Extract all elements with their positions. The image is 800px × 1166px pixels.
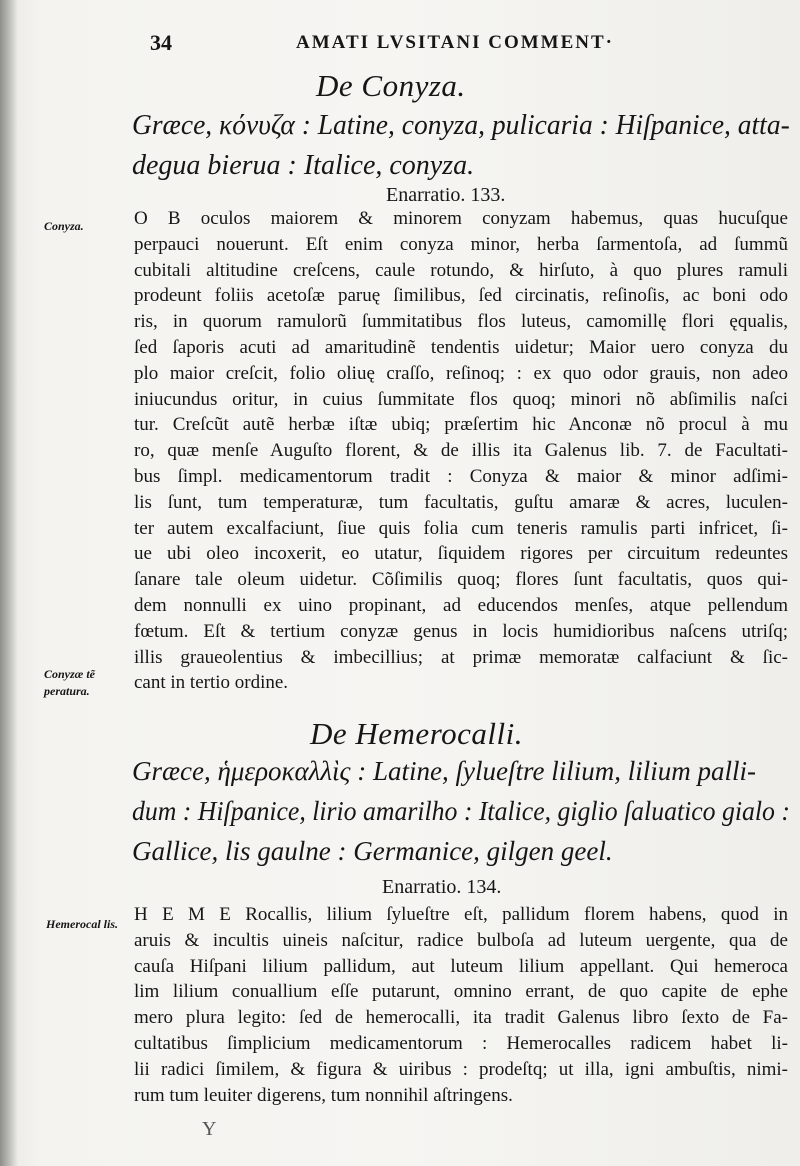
margin-note-temperatura: Conyzæ tẽ peratura.: [44, 667, 95, 698]
gutter-shadow: [0, 0, 18, 1166]
text-line: O B oculos maiorem & minorem conyzam habemus, quas hucuſque: [134, 208, 788, 229]
section-heading-hemerocalli: De Hemerocalli.: [310, 716, 523, 751]
text-line: cauſa Hiſpani lilium pallidum, aut luteum lilium appellant. Qui hemeroca: [134, 955, 788, 977]
text-line: prodeunt foliis acetoſæ paruę ſimilibus, ſed circinatis, reſinoſis, ac boni odo: [134, 285, 788, 307]
running-title: AMATI LVSITANI COMMENT·: [296, 32, 615, 53]
text-line: H E M E Rocallis, lilium ſylueſtre eſt, pallidum florem habens, quod in: [134, 904, 788, 925]
synonyms-line-1: Græce, ἡμεροκαλλὶς : Latine, ſylueſtre lilium, lilium palli-: [132, 756, 756, 786]
page-number: 34: [150, 30, 172, 55]
text-line: cant in tertio ordine.: [134, 672, 289, 694]
text-line: cultatibus ſimplicium medicamentorum : Hemerocalles radicem habet li-: [134, 1032, 788, 1054]
text-line: lis ſunt, tum temperaturæ, tum facultatis, guſtu amaræ & acres, luculen-: [134, 491, 788, 513]
text-line: ro, quæ menſe Auguſto florent, & de illis ita Galenus lib. 7. de Facultati-: [134, 440, 788, 462]
running-head: [0, 30, 800, 58]
enarratio-133: Enarratio. 133.: [386, 184, 506, 206]
text-line: illis graueolentius & imbecillius; at primæ memoratæ calfaciunt & ſic-: [134, 646, 788, 668]
text-line: ſed ſaporis acuti ad amaritudinẽ tendentis uidetur; Maior uero conyza du: [134, 336, 788, 358]
signature-mark: Y: [202, 1118, 217, 1140]
text-line: fœtum. Eſt & tertium conyzæ genus in locis humidioribus naſcens utriſq;: [134, 620, 788, 642]
text-line: bus ſimpl. medicamentorum tradit : Conyza & maior & minor adſimi-: [134, 465, 788, 487]
enarratio-134: Enarratio. 134.: [382, 876, 502, 898]
text-line: ris, in quorum ramulorũ ſummitatibus flos luteus, camomillę flori ęqualis,: [134, 311, 788, 333]
text-line: ter autem excalfaciunt, ſiue quis folia cum teneris ramulis parti infricet, ſi-: [134, 517, 788, 539]
margin-note-hemerocallis: Hemerocal lis.: [46, 917, 118, 931]
text-line: tur. Creſcũt autẽ herbæ iſtæ ubiq; præſertim hic Anconæ nõ procul à mu: [134, 414, 788, 436]
text-line: dem nonnulli ex uino propinant, ad educendos menſes, atque pellendum: [134, 594, 788, 616]
text-line: ſanare tale oleum uidetur. Cõſimilis quoq; flores ſunt facultatis, quos qui-: [134, 569, 788, 591]
text-line: perpauci nouerunt. Eſt enim conyza minor, herba ſarmentoſa, ad ſummũ: [134, 233, 788, 255]
text-line: iniucundus oritur, in cuius ſummitate flos quoq; minori nõ abſimilis naſci: [134, 388, 788, 410]
text-line: lim lilium conuallium eſſe putarunt, omnino errant, de quo capite de ephe: [134, 981, 788, 1003]
text-line: plo maior creſcit, folio oliuę craſſo, reſinoq; : ex quo odor grauis, non adeo: [134, 362, 788, 384]
text-line: cubitali altitudine creſcens, caule rotundo, & hirſuto, à quo plures ramuli: [134, 259, 788, 281]
enarratio-134-text: [134, 902, 788, 1108]
text-line: ue ubi oleo incoxerit, eo utatur, ſiquidem rigores per circuitum redeuntes: [134, 543, 788, 565]
synonyms-line-2: dum : Hiſpanice, lirio amarilho : Italice, giglio ſaluatico gialo :: [132, 796, 790, 826]
text-line: rum tum leuiter digerens, tum nonnihil aſtringens.: [134, 1084, 513, 1106]
synonyms-line-2: degua bierua : Italice, conyza.: [132, 150, 475, 181]
text-line: lii radici ſimilem, & figura & uiribus : prodeſtq; ut illa, igni ambuſtis, nimi-: [134, 1058, 788, 1080]
margin-note-conyza: Conyza.: [44, 219, 84, 233]
section-heading-conyza: De Conyza.: [316, 68, 466, 103]
text-line: mero plura legito: ſed de hemerocalli, ita tradit Galenus libro ſexto de Fa-: [134, 1007, 788, 1029]
text-line: aruis & incultis uineis naſcitur, radice bulboſa ad luteum uergente, qua de: [134, 929, 788, 951]
enarratio-133-text: [134, 206, 788, 696]
synonyms-line-3: Gallice, lis gaulne : Germanice, gilgen geel.: [132, 836, 613, 866]
synonyms-line-1: Græce, κόνυζα : Latine, conyza, pulicaria : Hiſpanice, atta-: [132, 110, 790, 141]
